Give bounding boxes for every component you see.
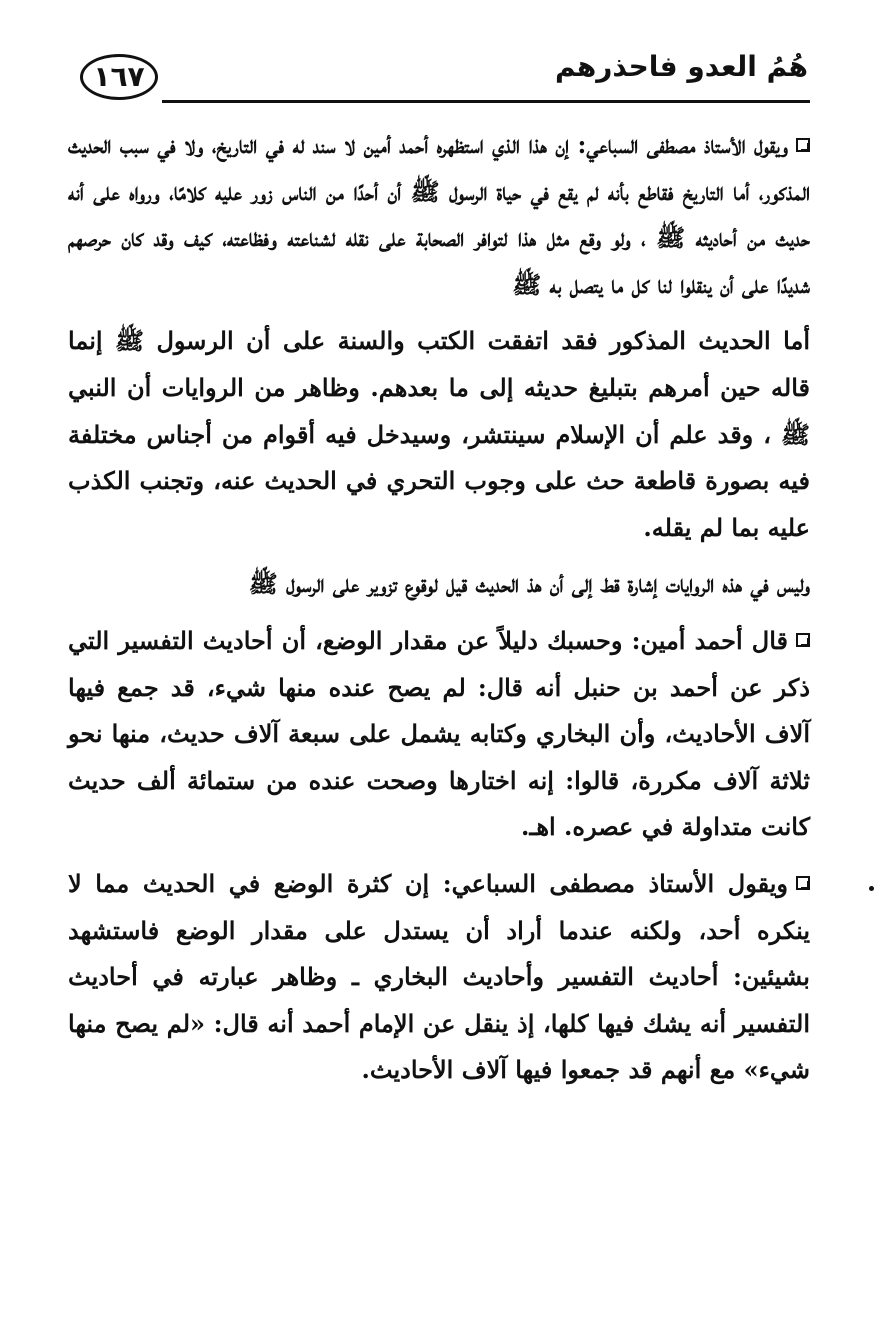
paragraph	[68, 318, 810, 551]
paragraph-text: وليس في هذه الروايات إشارة قط إلى أن هذ الحديث قيل لوقوع تزوير على الرسول ﷺ	[248, 569, 810, 599]
paragraph	[68, 618, 810, 851]
checkbox-bullet-icon	[796, 633, 810, 647]
paragraph-text: ويقول الأستاذ مصطفى السباعي: إن هذا الذي استظهره أحمد أمين لا سند له في التاريخ، ولا في سبب الحديث المذكور، أما التاريخ فقاطع بأنه لم يقع في حياة الرسول ﷺ أن أحدًا من الناس زور عليه كلامًا، ورواه على أنه حديث من أحاديثه ﷺ ، ولو وقع مثل هذا لتوافر الصحابة على نقله لشناعته وفظاعته، كيف وقد كان حرصهم شديدًا على أن ينقلوا لنا كل ما يتصل به ﷺ	[68, 130, 811, 299]
body-text	[68, 122, 810, 1102]
paragraph	[68, 561, 810, 608]
checkbox-bullet-icon	[796, 138, 810, 152]
page-number: ١٦٧	[80, 54, 158, 100]
header-rule	[162, 100, 810, 103]
margin-dot	[869, 886, 874, 891]
paragraph-text: أما الحديث المذكور فقد اتفقت الكتب والسنة على أن الرسول ﷺ إنما قاله حين أمرهم بتبليغ حديثه إلى ما بعدهم. وظاهر من الروايات أن النبي ﷺ ، وقد علم أن الإسلام سينتشر، وسيدخل فيه أقوام من أجناس مختلفة فيه بصورة قاطعة حث على وجوب التحري في الحديث عنه، وتجنب الكذب عليه بما لم يقله.	[68, 326, 810, 542]
paragraph-text: قال أحمد أمين: وحسبك دليلاً عن مقدار الوضع، أن أحاديث التفسير التي ذكر عن أحمد بن حنبل أنه قال: لم يصح عنده منها شيء، قد جمع فيها آلاف الأحاديث، وأن البخاري وكتابه يشمل على سبعة آلاف حديث، منها نحو ثلاثة آلاف مكررة، قالوا: إنه اختارها وصحت عنده من ستمائة ألف حديث كانت متداولة في عصره. اهـ.	[68, 625, 811, 842]
paragraph	[68, 861, 810, 1094]
paragraph	[68, 122, 810, 308]
paragraph-text: ويقول الأستاذ مصطفى السباعي: إن كثرة الوضع في الحديث مما لا ينكره أحد، ولكنه عندما أراد أن يستدل على مقدار الوضع فاستشهد بشيئين: أحاديث التفسير وأحاديث البخاري ـ وظاهر عبارته في أحاديث التفسير أنه يشك فيها كلها، إذ ينقل عن الإمام أحمد أنه قال: «لم يصح منها شيء» مع أنهم قد جمعوا فيها آلاف الأحاديث.	[68, 868, 810, 1085]
page-header	[70, 40, 810, 112]
checkbox-bullet-icon	[796, 876, 810, 890]
running-title: هُمُ العدو فاحذرهم	[554, 50, 808, 83]
